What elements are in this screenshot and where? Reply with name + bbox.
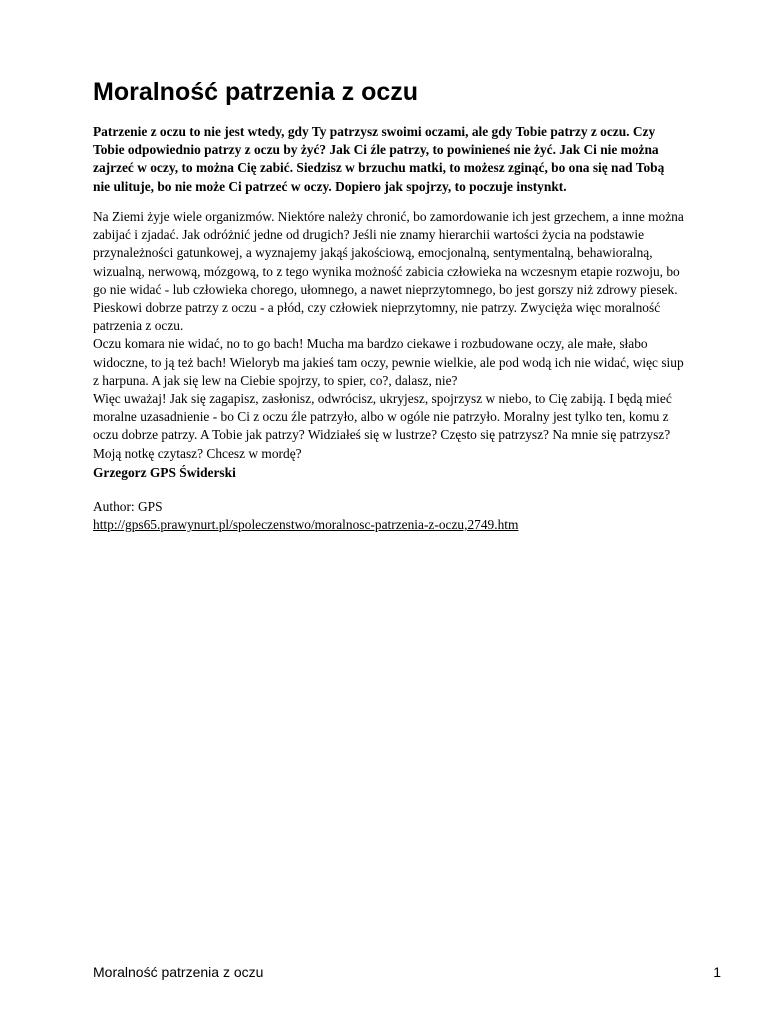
author-signature: Grzegorz GPS Świderski [93,465,236,480]
body-line: oczu dobrze patrzy. A Tobie jak patrzy? Widziałeś się w lustrze? Często się patrzysz? Na mnie się patrzysz? [93,427,671,443]
body-line: Na Ziemi żyje wiele organizmów. Niektóre należy chronić, bo zamordowanie ich jest grzechem, a inne można [93,209,684,224]
body-line: z harpuna. A jak się lew na Ciebie spojrzy, to spier, co?, dalasz, nie? [93,372,458,388]
footer-title: Moralność patrzenia z oczu [93,964,264,980]
body-line: Oczu komara nie widać, no to go bach! Mucha ma bardzo ciekawe i rozbudowane oczy, ale małe, słabo [93,336,648,352]
lead-line: Tobie odpowiednio patrzy z oczu by żyć? Jak Ci źle patrzy, to powinieneś nie żyć. Jak Ci nie można [93,142,659,158]
lead-paragraph [93,123,733,196]
body-line: patrzenia z oczu. [93,318,184,334]
body-line: moralne uzasadnienie - bo Ci z oczu źle patrzyło, albo w ogóle nie patrzyło. Moralny jest tylko ten, komu z [93,409,669,425]
page-number: 1 [713,964,721,980]
body-line: Pieskowi dobrze patrzy z oczu - a płód, czy człowiek nieprzytomny, nie patrzy. Zwycięża więc moralność [93,300,661,316]
body-line: Moją notkę czytasz? Chcesz w mordę? [93,445,302,461]
body-line: przynależności gatunkowej, a wyznajemy jakąś jakościową, emocjonalną, sentymentalną, behawioralną, [93,245,653,261]
lead-line: Patrzenie z oczu to nie jest wtedy, gdy Ty patrzysz swoimi oczami, ale gdy Tobie patrzy z oczu. Czy [93,124,656,139]
article-title: Moralność patrzenia z oczu [93,78,419,106]
body-line: widoczne, to ją też bach! Wieloryb ma jakieś tam oczy, pewnie wielkie, ale pod wodą ich nie widać, więc siup [93,354,684,370]
lead-line: zajrzeć w oczy, to można Cię zabić. Siedzisz w brzuchu matki, to możesz zginąć, bo ona się nad Tobą [93,160,665,176]
body-line: wizualną, nerwową, mózgową, to z tego wynika możność zabicia człowieka na wczesnym etapie rozwoju, bo [93,263,680,279]
body-paragraph [93,208,733,463]
body-line: Więc uważaj! Jak się zagapisz, zasłonisz, odwrócisz, ukryjesz, spojrzysz w niebo, to Cię zabiją. I będą mieć [93,391,672,407]
lead-line: nie ulituje, bo nie może Ci patrzeć w oczy. Dopiero jak spojrzy, to poczuje instynkt. [93,178,567,194]
source-link[interactable]: http://gps65.prawynurt.pl/spoleczenstwo/moralnosc-patrzenia-z-oczu,2749.htm [93,517,519,532]
author-line: Author: GPS [93,499,163,514]
body-line: go nie widać - lub człowieka chorego, ułomnego, a nawet nieprzytomnego, bo jest gorszy niż zdrowy piesek. [93,281,678,297]
body-line: zabijać i zjadać. Jak odróżnić jedne od drugich? Jeśli nie znamy hierarchii wartości życia na podstawie [93,227,645,243]
